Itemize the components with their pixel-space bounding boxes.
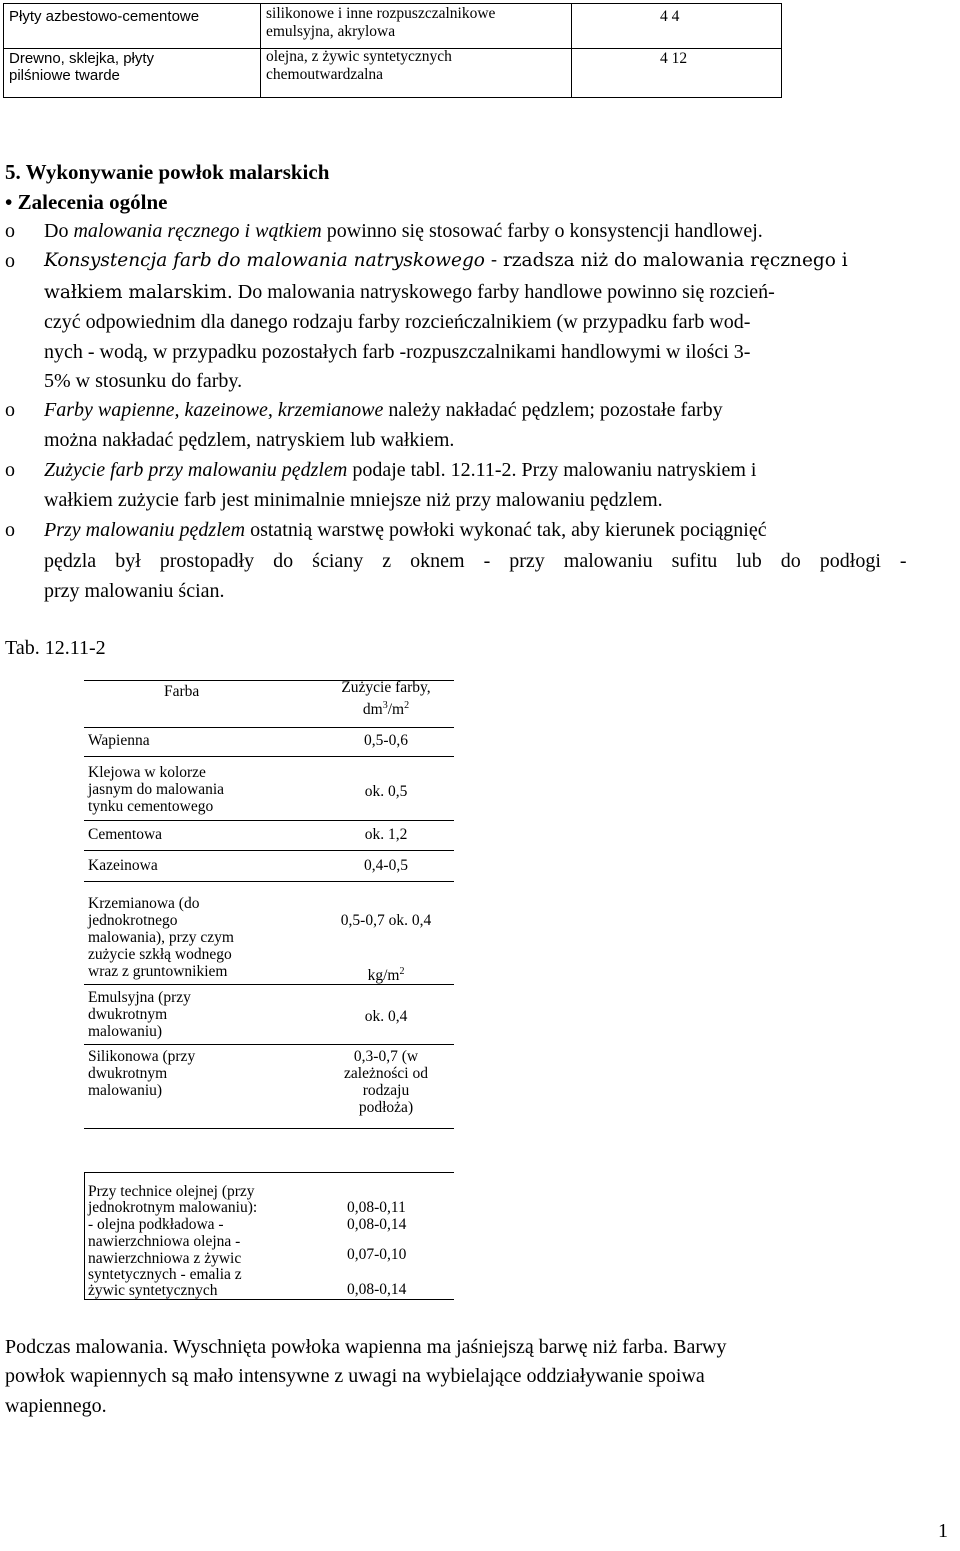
table-header-col1: Farba (164, 683, 200, 700)
table-cell: dwukrotnym (88, 1006, 168, 1023)
table-cell: 0,5-0,7 ok. 0,4 (340, 912, 432, 929)
table-rule (84, 850, 454, 851)
table-rule (84, 1128, 454, 1129)
text: podaje tabl. 12.11-2. Przy malowaniu natryskiem i (347, 459, 757, 481)
table-cell: ok. 0,5 (364, 783, 408, 800)
table-rule (84, 1299, 454, 1300)
section-heading: 5. Wykonywanie powłok malarskich (5, 160, 330, 184)
superscript: 3 (382, 700, 388, 711)
table-cell: Silikonowa (przy (88, 1048, 196, 1065)
table-cell: Przy technice olejnej (przy (88, 1183, 255, 1200)
table-cell: olejna, z żywic syntetycznych (266, 48, 452, 65)
table-rule (84, 984, 454, 985)
table-cell: 0,08-0,11 (347, 1199, 406, 1216)
table-cell: Płyty azbestowo-cementowe (9, 8, 200, 25)
paragraph-line (44, 459, 756, 482)
table-cell: rodzaju (362, 1082, 410, 1099)
paragraph-line: nych - wodą, w przypadku pozostałych farb -rozpuszczalnikami handlowymi w ilości 3- (44, 341, 751, 363)
table-cell: malowaniu) (88, 1023, 163, 1040)
table-rule (84, 1172, 454, 1173)
text: Do malowania natryskowego farby handlowe powinno się rozcień- (232, 281, 775, 303)
paragraph-line: pędzla był prostopadły do ściany z oknem - przy malowaniu sufitu lub do podłogi - (44, 550, 907, 572)
list-bullet: o (5, 459, 15, 481)
paragraph-line: powłok wapiennych są mało intensywne z uwagi na wybielające oddziaływanie spoiwa (5, 1365, 705, 1387)
table-cell: 0,07-0,10 (347, 1246, 407, 1263)
table-cell: Cementowa (88, 826, 163, 843)
superscript: 2 (399, 966, 405, 977)
table-title: Tab. 12.11-2 (5, 637, 106, 659)
paragraph-line (44, 519, 767, 542)
table-cell: żywic syntetycznych (88, 1282, 218, 1299)
table-cell: jasnym do malowania (88, 781, 225, 798)
paragraph-line (44, 220, 763, 243)
table-cell: nawierzchniowa olejna - (88, 1233, 241, 1250)
paragraph-line: czyć odpowiednim dla danego rodzaju farby rozcieńczalnikiem (w przypadku farb wod- (44, 311, 751, 333)
text: powinno się stosować farby o konsystencji handlowej. (321, 220, 763, 242)
table-cell: ok. 1,2 (364, 826, 408, 843)
table-cell: 0,4-0,5 (364, 857, 408, 874)
table-cell: dwukrotnym (88, 1065, 168, 1082)
table-cell: Klejowa w kolorze (88, 764, 206, 781)
table-cell: jednokrotnego (88, 912, 178, 929)
table-cell: Krzemianowa (do (88, 895, 200, 912)
paragraph-line: przy malowaniu ścian. (44, 580, 225, 602)
table-cell: podłoża) (358, 1099, 414, 1116)
text-italic: Konsystencja farb do malowania natryskowego (44, 250, 485, 271)
text: wałkiem malarskim. (44, 282, 233, 303)
text: Do (44, 220, 74, 242)
table-cell: malowaniu) (88, 1082, 163, 1099)
table-rule (84, 881, 454, 882)
superscript: 2 (404, 700, 410, 711)
list-bullet: o (5, 250, 15, 272)
text: kg/m (367, 967, 400, 985)
table-cell: 0,08-0,14 (347, 1281, 407, 1298)
table-cell: 0,08-0,14 (347, 1216, 407, 1233)
table-cell: zależności od (344, 1065, 428, 1082)
table-divider (260, 4, 261, 97)
table-cell: wraz z gruntownikiem (88, 963, 228, 980)
text: dm (362, 701, 383, 719)
table-cell: malowania), przy czym (88, 929, 234, 946)
table-cell: 4 12 (660, 50, 688, 67)
table-cell: syntetycznych - emalia z (88, 1266, 242, 1283)
paragraph-line: 5% w stosunku do farby. (44, 370, 243, 392)
table-cell: pilśniowe twarde (9, 67, 120, 84)
table-divider (571, 4, 572, 97)
list-bullet: o (5, 220, 15, 242)
table-header-col2: Zużycie farby, (341, 679, 431, 696)
paragraph-line (44, 281, 775, 304)
table-cell: Kazeinowa (88, 857, 158, 874)
text: - rzadsza niż do malowania ręcznego i (484, 250, 848, 271)
text: /m (387, 701, 405, 719)
text: należy nakładać pędzlem; pozostałe farby (383, 399, 723, 421)
table-rule (84, 1044, 454, 1045)
paragraph-line: można nakładać pędzlem, natryskiem lub wałkiem. (44, 429, 455, 451)
table-rule (84, 820, 454, 821)
paragraph-line (44, 399, 723, 422)
paragraph-line: wałkiem zużycie farb jest minimalnie mniejsze niż przy malowaniu pędzlem. (44, 489, 663, 511)
table-cell: 4 4 (660, 8, 680, 25)
table-cell: silikonowe i inne rozpuszczalnikowe (266, 5, 496, 22)
table-rule (84, 756, 454, 757)
list-bullet: o (5, 399, 15, 421)
text: ostatnią warstwę powłoki wykonać tak, aby kierunek pociągnięć (245, 519, 767, 541)
table-cell: Drewno, sklejka, płyty (9, 50, 155, 67)
table-cell: chemoutwardzalna (266, 66, 384, 83)
text-italic: Farby wapienne, kazeinowe, krzemianowe (44, 399, 384, 421)
paragraph-line: wapiennego. (5, 1395, 107, 1417)
table-cell: - olejna podkładowa - (88, 1216, 224, 1233)
table-cell: 0,5-0,6 (364, 732, 408, 749)
table-cell: ok. 0,4 (364, 1008, 408, 1025)
section-subheading: • Zalecenia ogólne (5, 190, 168, 214)
table-cell: tynku cementowego (88, 798, 214, 815)
table-rule (84, 727, 454, 728)
text-italic: malowania ręcznego i wątkiem (73, 220, 322, 242)
table-cell: jednokrotnym malowaniu): (88, 1199, 258, 1216)
table-cell (318, 963, 454, 984)
table-rule (84, 1172, 85, 1300)
paragraph-line (44, 250, 956, 271)
table-header-col2-unit (318, 697, 454, 718)
table-cell: emulsyjna, akrylowa (266, 23, 396, 40)
list-bullet: o (5, 519, 15, 541)
text-italic: Zużycie farb przy malowaniu pędzlem (44, 459, 348, 481)
paragraph-line: Podczas malowania. Wyschnięta powłoka wapienna ma jaśniejszą barwę niż farba. Barwy (5, 1336, 727, 1358)
table-cell: zużycie szkłą wodnego (88, 946, 232, 963)
page-number: 1 (938, 1520, 948, 1542)
table-cell: Emulsyjna (przy (88, 989, 191, 1006)
table-cell: nawierzchniowa z żywic (88, 1250, 242, 1267)
table-cell: 0,3-0,7 (w (353, 1048, 419, 1065)
text-italic: Przy malowaniu pędzlem (44, 519, 246, 541)
table-cell: Wapienna (88, 732, 150, 749)
